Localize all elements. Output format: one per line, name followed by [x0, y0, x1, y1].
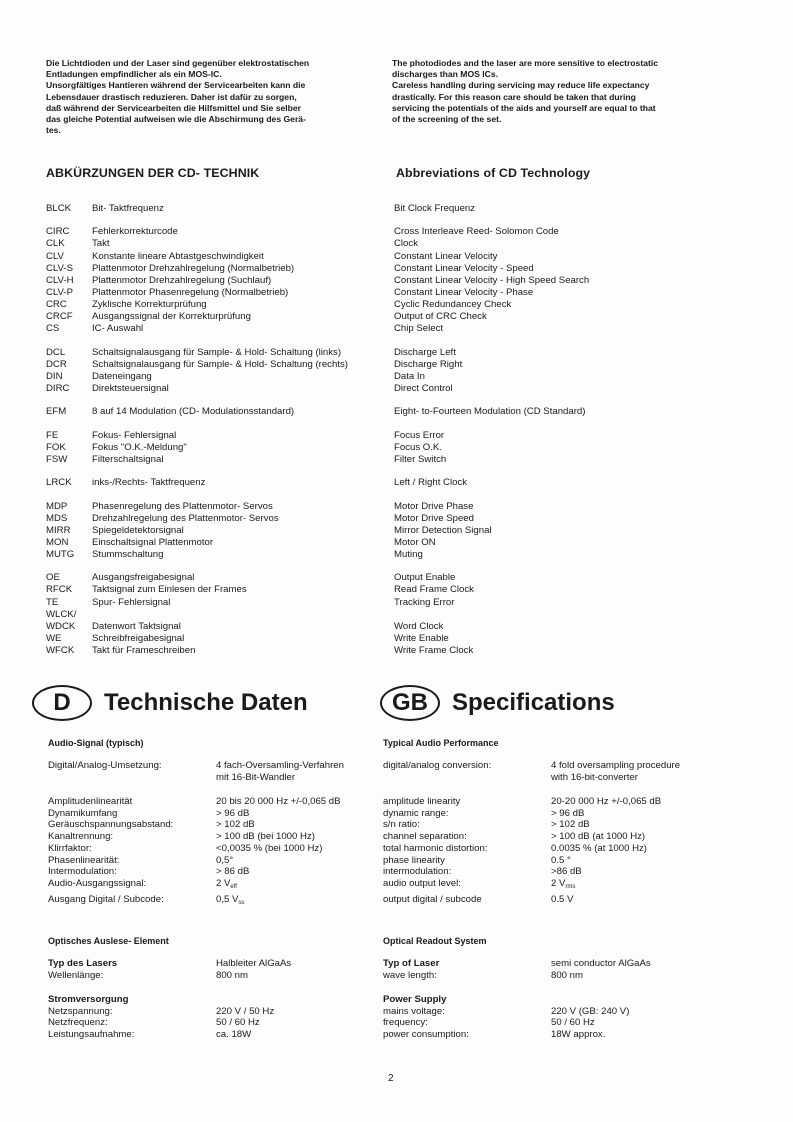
abbr-meaning-english: Output of CRC Check	[394, 311, 487, 323]
abbr-group	[46, 347, 376, 395]
abbr-row	[46, 287, 376, 299]
abbr-meaning-english: Motor ON	[394, 536, 436, 548]
abbr-row	[46, 609, 376, 621]
abbr-meaning-german: Filterschaltsignal	[92, 453, 164, 465]
abbr-group	[394, 203, 694, 215]
spec-value: 0.5 V	[551, 893, 574, 905]
spec-label: power consumption:	[383, 1029, 469, 1041]
intro-line: servicing the potentials of the aids and yourself are equal to that	[392, 102, 656, 113]
abbr-row	[46, 406, 376, 418]
abbr-code: RFCK	[46, 584, 73, 596]
spec-label: Leistungsaufnahme:	[48, 1029, 135, 1041]
abbr-row	[46, 359, 376, 371]
abbr-meaning-german: Drehzahlregelung des Plattenmotor- Servos	[92, 512, 279, 524]
abbr-meaning-german: inks-/Rechts- Taktfrequenz	[92, 477, 206, 489]
spec-rows-german	[48, 796, 341, 878]
abbr-meaning-german: Schaltsignalausgang für Sample- & Hold- Schaltung (rechts)	[92, 358, 348, 370]
intro-line: drastically. For this reason care should be taken that during	[392, 91, 636, 102]
abbr-meaning-english: Focus Error	[394, 429, 445, 441]
spec-value: 800 nm	[216, 969, 248, 981]
spec-row	[48, 808, 341, 820]
abbr-code: DCL	[46, 346, 66, 358]
abbr-meaning-german: Einschaltsignal Plattenmotor	[92, 536, 214, 548]
abbr-row	[46, 513, 376, 525]
abbr-meaning-english: Constant Linear Velocity - Phase	[394, 286, 534, 298]
intro-line: Lebensdauer drastisch reduzieren. Daher ist dafür zu sorgen,	[46, 91, 297, 102]
abbr-meaning-german: Dateneingang	[92, 370, 152, 382]
abbr-row	[46, 238, 376, 250]
abbr-meaning-english: Focus O.K.	[394, 441, 442, 453]
abbr-row	[46, 430, 376, 442]
abbr-meaning-english: Cross Interleave Reed- Solomon Code	[394, 226, 559, 238]
intro-line: The photodiodes and the laser are more sensitive to electrostatic	[392, 58, 659, 68]
spec-value: semi conductor AlGaAs	[551, 958, 651, 969]
spec-output-german	[48, 878, 244, 909]
intro-line: Entladungen empfindlicher als ein MOS-IC.	[46, 69, 222, 80]
abbr-row	[46, 299, 376, 311]
abbr-row	[46, 454, 376, 466]
abbr-meaning-english: Cyclic Redundancey Check	[394, 298, 512, 310]
spec-title-german: Technische Daten	[104, 689, 308, 716]
abbr-code: DIRC	[46, 382, 70, 394]
spec-label: Intermodulation:	[48, 866, 117, 878]
abbr-code: CLV	[46, 250, 64, 262]
spec-label: Netzspannung:	[48, 1005, 113, 1017]
intro-line: das gleiche Potential aufweisen wie die Abschirmung des Gerä-	[46, 114, 306, 125]
abbr-code: CLV-H	[46, 274, 74, 286]
abbr-meaning-english: Direct Control	[394, 382, 453, 394]
intro-english	[392, 58, 722, 125]
abbr-group	[46, 572, 376, 657]
abbr-group	[394, 572, 694, 657]
abbr-row	[46, 525, 376, 537]
abbr-meaning-english: Constant Linear Velocity	[394, 250, 498, 262]
intro-line: tes.	[46, 125, 61, 136]
spec-label: Power Supply	[383, 994, 447, 1005]
spec-label: s/n ratio:	[383, 819, 420, 831]
abbr-title-english: Abbreviations of CD Technology	[396, 166, 591, 180]
intro-line: discharges than MOS ICs.	[392, 69, 499, 80]
spec-value: with 16-bit-converter	[551, 771, 638, 783]
spec-row	[48, 796, 341, 808]
abbr-row	[46, 501, 376, 513]
abbr-code: MIRR	[46, 524, 71, 536]
spec-value: > 102 dB	[551, 819, 590, 831]
spec-value: ca. 18W	[216, 1029, 252, 1041]
abbr-group	[394, 501, 694, 561]
abbr-code: CS	[46, 323, 60, 335]
spec-value: 0.0035 % (at 1000 Hz)	[551, 842, 647, 854]
abbr-group	[46, 406, 376, 418]
spec-label: Dynamikumfang	[48, 807, 118, 819]
spec-power-english	[383, 994, 629, 1041]
spec-value: 0.5 °	[551, 854, 571, 866]
spec-rows-english	[383, 796, 661, 878]
abbr-meaning-german: Phasenregelung des Plattenmotor- Servos	[92, 500, 273, 512]
abbr-meaning-german: Fehlerkorrekturcode	[92, 226, 178, 238]
spec-label: frequency:	[383, 1017, 428, 1029]
abbr-row	[46, 537, 376, 549]
spec-value: 18W approx.	[551, 1029, 606, 1041]
spec-label: Phasenlinearität:	[48, 854, 120, 866]
abbr-code: MDP	[46, 500, 68, 512]
abbr-group	[394, 226, 694, 335]
abbr-meaning-english: Eight- to-Fourteen Modulation (CD Standard)	[394, 406, 586, 418]
spec-label: Kanaltrennung:	[48, 831, 114, 843]
spec-label: total harmonic distortion:	[383, 842, 488, 854]
abbr-code: CIRC	[46, 226, 70, 238]
abbr-meaning-english: Read Frame Clock	[394, 584, 474, 596]
spec-value: Halbleiter AlGaAs	[216, 958, 292, 969]
audio-head-german: Audio-Signal (typisch)	[48, 738, 144, 748]
abbr-row	[46, 572, 376, 584]
spec-label: amplitude linearity	[383, 796, 461, 807]
abbr-meaning-german: Schaltsignalausgang für Sample- & Hold- Schaltung (links)	[92, 346, 342, 358]
spec-conv-english	[383, 760, 680, 783]
abbr-meaning-german: Ausgangssignal der Korrekturprüfung	[92, 311, 251, 323]
abbr-meaning-english: Constant Linear Velocity - Speed	[394, 262, 534, 274]
abbr-group	[394, 406, 694, 418]
spec-row	[48, 843, 341, 855]
intro-line: daß während der Servicearbeiten die Hilfsmittel und Sie selber	[46, 102, 302, 113]
spec-value: 50 / 60 Hz	[216, 1017, 260, 1029]
country-badge-d: D	[32, 685, 92, 721]
abbr-meaning-german: Fokus "O.K.-Meldung"	[92, 441, 187, 453]
abbr-code: CLV-P	[46, 286, 74, 298]
abbr-meaning-english: Chip Select	[394, 323, 444, 335]
spec-power-german	[48, 994, 274, 1041]
abbr-meaning-english: Muting	[394, 548, 423, 560]
abbr-code: MDS	[46, 512, 68, 524]
spec-laser-english	[383, 958, 651, 981]
spec-row	[383, 866, 661, 878]
abbr-code: WE	[46, 632, 62, 644]
abbr-meaning-german: Datenwort Taktsignal	[92, 620, 181, 632]
abbr-meaning-german: Taktsignal zum Einlesen der Frames	[92, 584, 247, 596]
abbr-code: WLCK/	[46, 608, 77, 620]
spec-label: wave length:	[383, 969, 437, 981]
spec-label: Netzfrequenz:	[48, 1017, 108, 1029]
abbr-meaning-german: Fokus- Fehlersignal	[92, 429, 177, 441]
abbr-list-german	[46, 203, 376, 668]
spec-value: > 86 dB	[216, 866, 250, 878]
abbr-meaning-english: Output Enable	[394, 572, 456, 584]
spec-row	[383, 831, 661, 843]
abbr-meaning-english: Motor Drive Speed	[394, 512, 474, 524]
spec-label: dynamic range:	[383, 807, 449, 819]
intro-german	[46, 58, 366, 136]
abbr-title-german: ABKÜRZUNGEN DER CD- TECHNIK	[46, 166, 260, 180]
abbr-meaning-english	[394, 609, 694, 621]
abbr-meaning-german: Spiegeldetektorsignal	[92, 524, 184, 536]
spec-value: > 102 dB	[216, 819, 255, 831]
abbr-row	[46, 584, 376, 596]
spec-header-english	[380, 685, 615, 721]
abbr-meaning-german: 8 auf 14 Modulation (CD- Modulationsstandard)	[92, 406, 295, 418]
abbr-meaning-english: Bit Clock Frequenz	[394, 203, 476, 214]
abbr-meaning-german: Konstante lineare Abtastgeschwindigkeit	[92, 250, 264, 262]
intro-line: of the screening of the set.	[392, 114, 502, 125]
spec-header-german	[32, 685, 308, 721]
abbr-code: WFCK	[46, 644, 75, 656]
abbr-meaning-english: Discharge Right	[394, 358, 463, 370]
abbr-meaning-german: Bit- Taktfrequenz	[92, 203, 164, 214]
abbr-group	[46, 477, 376, 489]
spec-label: Stromversorgung	[48, 994, 129, 1005]
abbr-code: FE	[46, 429, 59, 441]
spec-value: > 96 dB	[216, 807, 250, 819]
spec-label: Digital/Analog-Umsetzung:	[48, 760, 162, 771]
abbr-code: LRCK	[46, 477, 72, 489]
spec-value: 220 V (GB: 240 V)	[551, 1005, 630, 1017]
abbr-row	[46, 549, 376, 561]
abbr-meaning-german: Plattenmotor Drehzahlregelung (Suchlauf)	[92, 274, 272, 286]
spec-label: Audio-Ausgangssignal:	[48, 878, 147, 889]
spec-label: digital/analog conversion:	[383, 760, 492, 771]
abbr-meaning-german: Takt	[92, 238, 110, 250]
abbr-code: CLV-S	[46, 262, 74, 274]
abbr-row	[46, 383, 376, 395]
abbr-row	[46, 203, 376, 215]
spec-output-english	[383, 878, 575, 909]
intro-line: Die Lichtdioden und der Laser sind gegenüber elektrostatischen	[46, 58, 310, 68]
abbr-meaning-english: Mirror Detection Signal	[394, 524, 492, 536]
spec-value: 4 fach-Oversamling-Verfahren	[216, 760, 344, 771]
spec-label: Ausgang Digital / Subcode:	[48, 893, 164, 905]
abbr-group	[46, 430, 376, 466]
spec-label: Klirrfaktor:	[48, 842, 92, 854]
spec-row	[383, 843, 661, 855]
spec-value: 2 $V_{eff}$	[216, 878, 237, 890]
abbr-row	[46, 226, 376, 238]
abbr-group	[394, 430, 694, 466]
abbr-row	[46, 263, 376, 275]
abbr-code: MON	[46, 536, 69, 548]
spec-label: output digital / subcode	[383, 893, 482, 905]
abbr-meaning-english: Discharge Left	[394, 346, 456, 358]
spec-value: 800 nm	[551, 969, 583, 981]
spec-value: <0,0035 % (bei 1000 Hz)	[216, 842, 323, 854]
spec-value: mit 16-Bit-Wandler	[216, 771, 296, 783]
abbr-meaning-english: Clock	[394, 238, 418, 250]
abbr-meaning-german: Ausgangsfreigabesignal	[92, 572, 195, 584]
abbr-row	[46, 597, 376, 609]
spec-conv-german	[48, 760, 344, 783]
abbr-code: CRCF	[46, 311, 73, 323]
country-badge-gb: GB	[380, 685, 440, 721]
spec-label: Amplitudenlinearität	[48, 796, 133, 807]
abbr-meaning-english: Data In	[394, 370, 425, 382]
abbr-meaning-german: Takt für Frameschreiben	[92, 644, 196, 656]
optic-head-english: Optical Readout System	[383, 936, 487, 946]
spec-value: 20-20 000 Hz +/-0,065 dB	[551, 796, 662, 807]
abbr-meaning-german: Zyklische Korrekturprüfung	[92, 298, 207, 310]
spec-row	[383, 808, 661, 820]
audio-head-english: Typical Audio Performance	[383, 738, 499, 748]
intro-line: Careless handling during servicing may reduce life expectancy	[392, 80, 650, 91]
abbr-row	[46, 621, 376, 633]
page-number: 2	[388, 1073, 394, 1084]
spec-laser-german	[48, 958, 291, 981]
abbr-code: FOK	[46, 441, 66, 453]
abbr-meaning-german: Plattenmotor Phasenregelung (Normalbetrieb)	[92, 286, 289, 298]
spec-label: Wellenlänge:	[48, 969, 104, 981]
optic-head-german: Optisches Auslese- Element	[48, 936, 169, 946]
spec-value: 20 bis 20 000 Hz +/-0,065 dB	[216, 796, 341, 807]
abbr-row	[46, 371, 376, 383]
intro-line: Unsorgfältiges Hantieren während der Servicearbeiten kann die	[46, 80, 306, 91]
abbr-code: DIN	[46, 370, 63, 382]
spec-label: phase linearity	[383, 854, 445, 866]
abbr-meaning-german: Plattenmotor Drehzahlregelung (Normalbetrieb)	[92, 262, 295, 274]
abbr-group	[46, 501, 376, 561]
abbr-meaning-english: Write Frame Clock	[394, 644, 474, 656]
abbr-row	[46, 251, 376, 263]
abbr-row	[46, 442, 376, 454]
abbr-code: MUTG	[46, 548, 75, 560]
spec-value: 50 / 60 Hz	[551, 1017, 595, 1029]
abbr-row	[46, 347, 376, 359]
spec-label: intermodulation:	[383, 866, 452, 878]
spec-label: audio output level:	[383, 878, 461, 889]
abbr-group	[394, 477, 694, 489]
abbr-row	[46, 311, 376, 323]
spec-row	[383, 855, 661, 867]
abbr-code: FSW	[46, 453, 68, 465]
abbr-meaning-english: Constant Linear Velocity - High Speed Search	[394, 274, 590, 286]
abbr-row	[46, 645, 376, 657]
abbr-code: EFM	[46, 406, 67, 418]
abbr-meaning-english: Tracking Error	[394, 596, 455, 608]
spec-value: 220 V / 50 Hz	[216, 1005, 275, 1017]
spec-label: Geräuschspannungsabstand:	[48, 819, 174, 831]
abbr-list-english	[394, 203, 694, 668]
spec-value: > 100 dB (at 1000 Hz)	[551, 831, 646, 843]
abbr-code: OE	[46, 572, 60, 584]
spec-row	[48, 855, 341, 867]
spec-label: Typ of Laser	[383, 958, 440, 969]
abbr-meaning-german: IC- Auswahl	[92, 323, 144, 335]
spec-label: Typ des Lasers	[48, 958, 118, 969]
spec-value: > 100 dB (bei 1000 Hz)	[216, 831, 315, 843]
abbr-code: WDCK	[46, 620, 76, 632]
spec-label: channel separation:	[383, 831, 467, 843]
spec-row	[48, 866, 341, 878]
spec-value: 2 $V_{rms}$	[551, 878, 576, 890]
abbr-meaning-german: Spur- Fehlersignal	[92, 596, 171, 608]
spec-title-english: Specifications	[452, 689, 615, 716]
abbr-group	[46, 226, 376, 335]
abbr-meaning-english: Left / Right Clock	[394, 477, 468, 489]
spec-value: 0,5°	[216, 854, 234, 866]
abbr-code: DCR	[46, 358, 67, 370]
abbr-meaning-english: Filter Switch	[394, 453, 447, 465]
abbr-row	[46, 633, 376, 645]
abbr-code: CRC	[46, 298, 67, 310]
spec-row	[383, 796, 661, 808]
spec-row	[48, 819, 341, 831]
spec-label: mains voltage:	[383, 1005, 445, 1017]
abbr-meaning-english: Word Clock	[394, 620, 444, 632]
spec-row	[48, 831, 341, 843]
spec-value: > 96 dB	[551, 807, 585, 819]
abbr-row	[46, 477, 376, 489]
abbr-code: BLCK	[46, 203, 72, 214]
abbr-row	[46, 323, 376, 335]
abbr-meaning-english: Motor Drive Phase	[394, 500, 474, 512]
abbr-code: CLK	[46, 238, 65, 250]
spec-row	[383, 819, 661, 831]
abbr-meaning-german: Stummschaltung	[92, 548, 164, 560]
abbr-meaning-english: Write Enable	[394, 632, 449, 644]
spec-value: 0,5 $V_{ss}$	[216, 893, 245, 906]
spec-value: >86 dB	[551, 866, 582, 878]
abbr-row	[46, 275, 376, 287]
abbr-group	[394, 347, 694, 395]
spec-value: 4 fold oversampling procedure	[551, 760, 681, 771]
abbr-meaning-german: Schreibfreigabesignal	[92, 632, 185, 644]
abbr-group	[46, 203, 376, 215]
abbr-code: TE	[46, 596, 59, 608]
abbr-meaning-german: Direktsteuersignal	[92, 382, 169, 394]
